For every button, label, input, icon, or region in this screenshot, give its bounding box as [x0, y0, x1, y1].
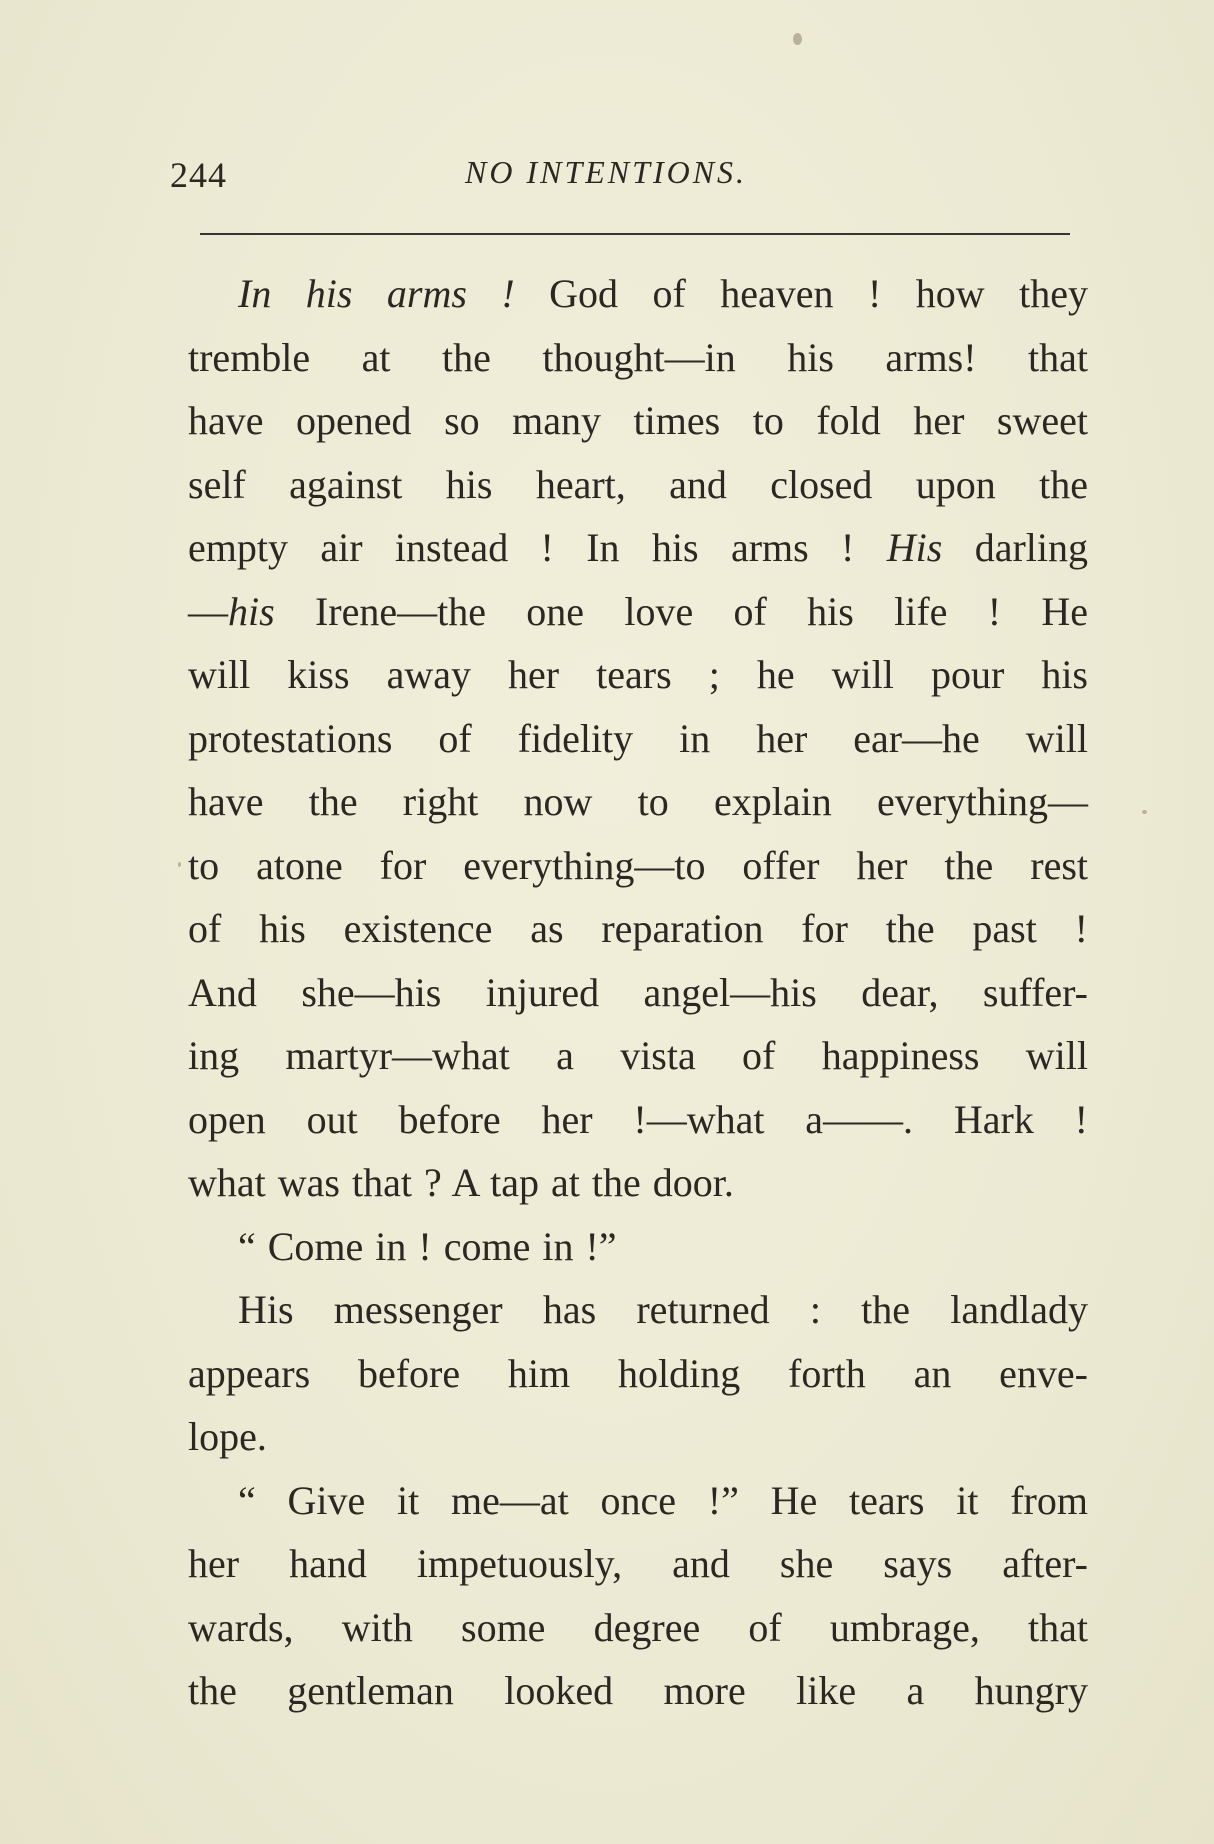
text-line: have opened so many times to fold her sweet [188, 398, 1088, 443]
text-span: God of heaven ! how they [514, 271, 1089, 316]
text-line: And she—his injured angel—his dear, suffer- [188, 969, 1088, 1015]
text-line: her hand impetuously, and she says after- [188, 1541, 1088, 1586]
text-line: appears before him holding forth an enve- [188, 1350, 1088, 1396]
text-line: ing martyr—what a vista of happiness will [188, 1033, 1088, 1078]
paper-speck [793, 33, 802, 45]
italic-phrase: his [228, 588, 275, 634]
text-line [188, 580, 1088, 644]
running-title: NO INTENTIONS. [465, 154, 748, 190]
paper-speck [1142, 810, 1147, 814]
italic-phrase: His [886, 525, 943, 570]
text-span: — [188, 588, 228, 634]
text-line: what was that ? A tap at the door. [188, 1160, 734, 1205]
page-number: 244 [170, 155, 227, 195]
text-line: of his existence as reparation for the past ! [188, 906, 1088, 951]
text-line: “ Give it me—at once !” He tears it from [238, 1477, 1088, 1523]
text-line: lope. [188, 1414, 267, 1459]
text-line: protestations of fidelity in her ear—he will [188, 715, 1088, 761]
text-line: to atone for everything—to offer her the rest [188, 842, 1088, 888]
text-line: wards, with some degree of umbrage, that [188, 1604, 1088, 1650]
text-span: darling [942, 525, 1088, 570]
text-span: empty air instead ! In his arms ! [188, 525, 887, 570]
text-line: open out before her !—what a——. Hark ! [188, 1096, 1088, 1142]
text-line: have the right now to explain everything— [188, 779, 1088, 824]
text-line: the gentleman looked more like a hungry [188, 1668, 1088, 1713]
text-line: “ Come in ! come in !” [238, 1223, 617, 1269]
running-head [170, 154, 1070, 198]
text-line: self against his heart, and closed upon the [188, 461, 1088, 507]
text-line: His messenger has returned : the landlady [238, 1287, 1088, 1332]
paper-speck [178, 862, 181, 867]
text-line [188, 262, 1088, 326]
text-line [188, 516, 1088, 580]
text-line: tremble at the thought—in his arms! that [188, 334, 1088, 380]
header-rule [200, 233, 1070, 235]
text-line: will kiss away her tears ; he will pour his [188, 652, 1088, 697]
italic-phrase: In his arms ! [238, 271, 515, 316]
text-span: Irene—the one love of his life ! He [274, 588, 1088, 634]
body-text [188, 262, 1088, 1723]
